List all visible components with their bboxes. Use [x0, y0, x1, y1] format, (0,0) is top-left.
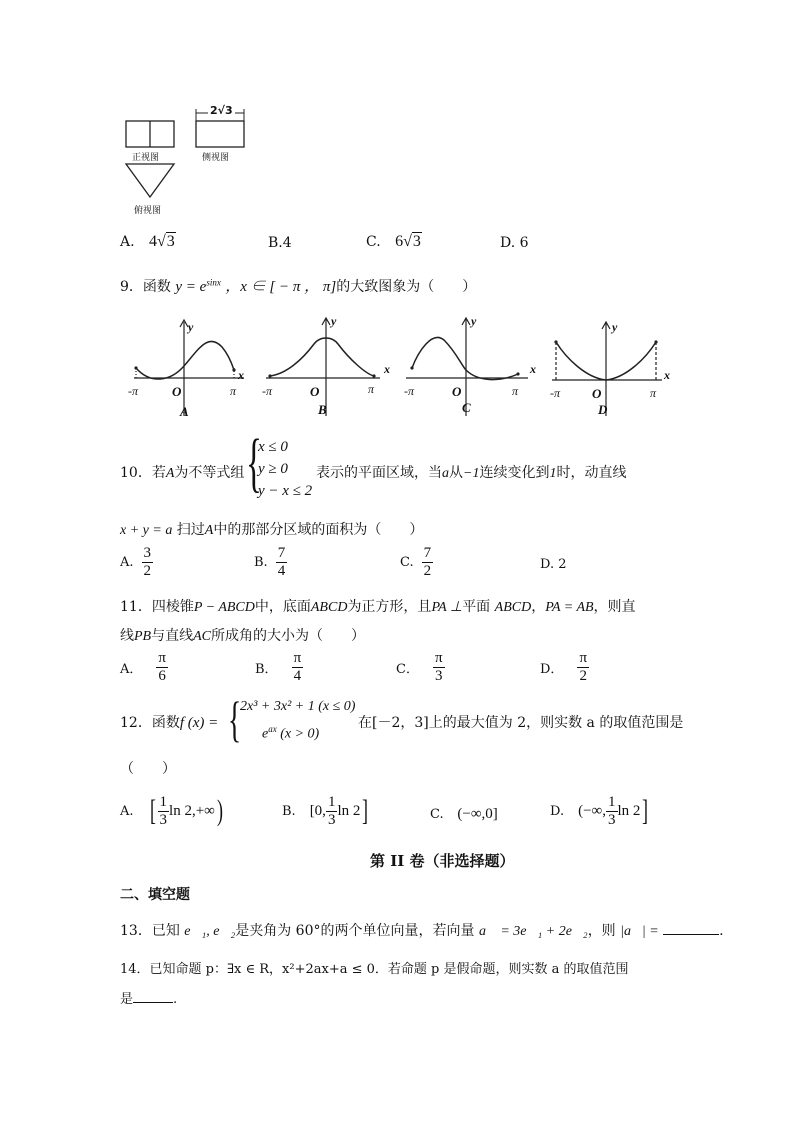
q12-piece2: $e^{ax}$ (x > 0)	[262, 724, 320, 742]
q11-line2: 线PB与直线AC所成角的大小为（ ）	[120, 628, 365, 644]
q10-line2: x + y = a 扫过A中的那部分区域的面积为（ ）	[120, 522, 424, 538]
q12-option-d: D. (−∞, $\frac{1}{3}$ ln 2 ]	[550, 793, 649, 828]
graph-d-y: y	[612, 320, 618, 334]
q11-option-d: D． $\frac{\pi}{2}$	[540, 650, 588, 684]
graph-c-y: y	[471, 314, 477, 328]
side-view-rect	[196, 121, 244, 147]
graph-d-pi: π	[650, 386, 657, 400]
graph-b-letter: B	[318, 402, 327, 417]
graph-c-origin: O	[452, 384, 462, 399]
q14-answer-blank[interactable]	[133, 1002, 173, 1003]
graph-a-origin: O	[172, 384, 182, 399]
graph-a-x: x	[238, 368, 244, 382]
q11-option-c: C． $\frac{\pi}{3}$	[396, 650, 443, 684]
top-view-label: 俯视图	[134, 206, 162, 216]
graph-b-y: y	[331, 314, 337, 328]
graph-b-origin: O	[310, 384, 320, 399]
q12-option-a: A. [ $\frac{1}{3}$ ln 2,+∞ )	[120, 793, 223, 828]
dim-label: 2√3	[210, 104, 233, 117]
graph-c-x: x	[530, 362, 536, 376]
q10-option-b-frac: $\frac{7}{4}$	[277, 545, 286, 579]
q14-line1: 14．已知命题 p：∃x ∈ R，x²+2ax+a ≤ 0．若命题 p 是假命题，则实数 a 的取值范围	[120, 962, 629, 977]
q12-suffix: 在[－2，3]上的最大值为 2，则实数 a 的取值范围是	[358, 715, 684, 731]
graph-b-curve	[270, 338, 374, 376]
graph-b-neg-pi: -π	[262, 384, 273, 398]
q10-option-a-frac: $\frac{3}{2}$	[143, 545, 152, 579]
q12-option-c: C. (−∞,0]	[430, 806, 498, 822]
q14-line2: 是 .	[120, 992, 178, 1007]
q10-option-d: D. 2	[540, 557, 567, 572]
graph-a-neg-pi: -π	[128, 384, 139, 398]
three-view-figure	[120, 106, 260, 218]
q12-pieces	[240, 696, 355, 746]
q10-option-b: B. $\frac{7}{4}$	[254, 545, 286, 579]
graph-c-letter: C	[462, 400, 471, 415]
q12-paren: （ ）	[120, 761, 176, 777]
q10-option-c-frac: $\frac{7}{2}$	[423, 545, 432, 579]
q10-stem-tail: 表示的平面区域，当a从−1连续变化到1时，动直线	[316, 465, 627, 481]
graph-b-pi: π	[368, 382, 375, 396]
graph-a-y: y	[188, 320, 194, 334]
graph-c-neg-pi: -π	[404, 384, 415, 398]
q10-system: x ≤ 0 y ≥ 0 y − x ≤ 2	[258, 439, 313, 499]
q12-prefix: 12．函数f (x) =	[120, 715, 219, 731]
graph-d-origin: O	[592, 386, 602, 401]
q9-stem: 9．函数 $y = e^{sinx}$ ，x ∈ [ − π ， π]的大致图象为（ ）	[120, 277, 477, 295]
q12-brace: {	[228, 691, 242, 747]
q12-option-b: B. [0, $\frac{1}{3}$ ln 2 ]	[282, 793, 369, 828]
side-view-label: 侧视图	[202, 153, 230, 163]
q9-graphs-svg	[126, 312, 676, 422]
graph-d-letter: D	[598, 402, 608, 417]
graph-a-letter: A	[180, 404, 189, 419]
graph-d-x: x	[664, 368, 670, 382]
q10-option-a: A. $\frac{3}{2}$	[120, 545, 152, 579]
section2-part: 二、填空题	[120, 887, 190, 903]
q13-answer-blank[interactable]	[663, 934, 719, 935]
top-view-triangle	[126, 164, 174, 197]
graph-c-pi: π	[512, 384, 519, 398]
graph-d-neg-pi: -π	[550, 386, 561, 400]
q8-option-b: B.4	[268, 235, 292, 251]
q11-option-c-frac: $\frac{\pi}{3}$	[434, 650, 443, 684]
q13: 13．已知 e⃗₁, e⃗₂是夹角为 60°的两个单位向量，若向量 a⃗ = 3e⃗₁ + 2e⃗₂，则 |a⃗| = .	[120, 923, 724, 939]
q11-option-a: A． $\frac{\pi}{6}$	[120, 650, 166, 684]
graph-b-x: x	[384, 362, 390, 376]
q8-option-d: D. 6	[500, 235, 529, 251]
q12-piece1: 2x³ + 3x² + 1 (x ≤ 0)	[240, 699, 356, 714]
section2-title: 第 II 卷（非选择题）	[370, 852, 515, 870]
q9-graphs	[126, 312, 676, 422]
q11-option-d-frac: $\frac{\pi}{2}$	[579, 650, 588, 684]
graph-a-pi: π	[230, 384, 237, 398]
q8-option-a: A. 4√3	[120, 233, 175, 250]
q10-option-c: C. $\frac{7}{2}$	[400, 545, 432, 579]
q10-stem: 10．若A为不等式组	[120, 465, 245, 481]
q11-line1: 11．四棱锥P − ABCD中，底面ABCD为正方形，且PA ⊥平面 ABCD，PA = AB，则直	[120, 599, 636, 615]
front-view-label: 正视图	[132, 153, 160, 163]
q11-option-b: B． $\frac{\pi}{4}$	[255, 650, 302, 684]
q11-option-b-frac: $\frac{\pi}{4}$	[293, 650, 302, 684]
q8-option-c: C. 6√3	[366, 233, 421, 250]
graph-a-curve	[136, 341, 234, 379]
q10-system-brace: {	[246, 426, 262, 499]
graph-c-curve	[412, 337, 518, 379]
q11-option-a-frac: $\frac{\pi}{6}$	[158, 650, 166, 684]
